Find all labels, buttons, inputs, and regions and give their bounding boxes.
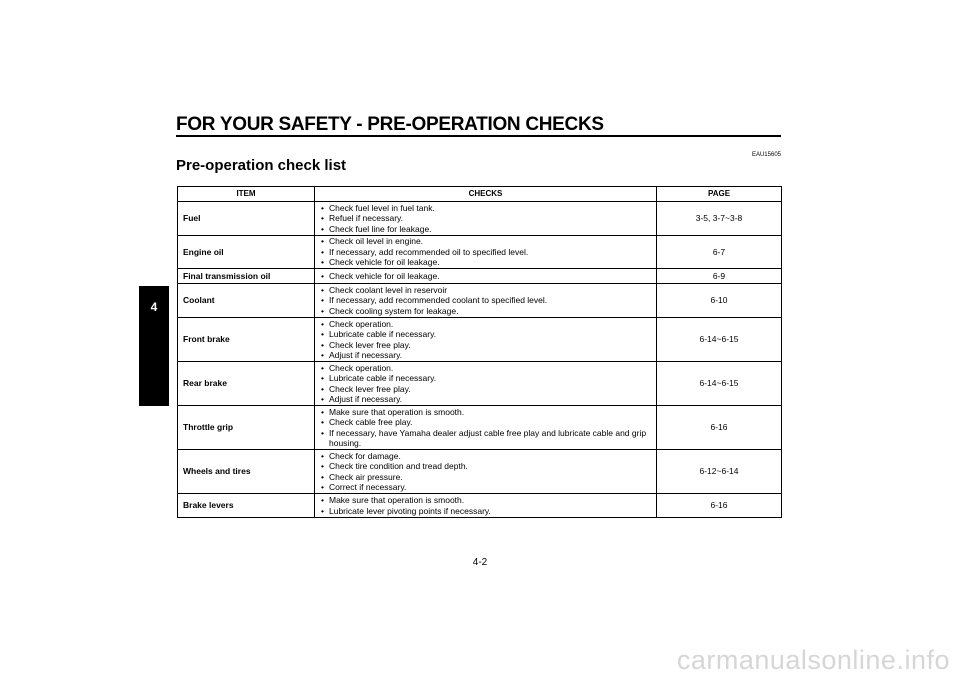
table-row xyxy=(178,202,782,236)
check-entry: • Check oil level in engine. xyxy=(320,236,651,246)
column-header-checks: CHECKS xyxy=(315,187,657,202)
table-row xyxy=(178,406,782,450)
chapter-tab xyxy=(139,286,169,406)
row-item: Coolant xyxy=(178,284,315,318)
row-item: Engine oil xyxy=(178,236,315,269)
check-entry: • Lubricate cable if necessary. xyxy=(320,373,651,383)
check-entry: • Check coolant level in reservoir xyxy=(320,285,651,295)
check-entry: • Check vehicle for oil leakage. xyxy=(320,257,651,267)
column-header-item: ITEM xyxy=(178,187,315,202)
row-page: 6-7 xyxy=(657,236,782,269)
row-checks xyxy=(315,494,657,518)
pre-operation-check-table xyxy=(177,186,782,518)
check-entry: • Correct if necessary. xyxy=(320,482,651,492)
row-page: 6-9 xyxy=(657,269,782,284)
check-entry: • Adjust if necessary. xyxy=(320,350,651,360)
check-entry: • Check fuel line for leakage. xyxy=(320,224,651,234)
check-entry: • Refuel if necessary. xyxy=(320,213,651,223)
row-checks xyxy=(315,269,657,284)
check-entry: • Check cable free play. xyxy=(320,417,651,427)
header-rule xyxy=(176,135,781,137)
check-entry: • Check operation. xyxy=(320,319,651,329)
table-row xyxy=(178,318,782,362)
check-entry: • Check operation. xyxy=(320,363,651,373)
check-entry: • If necessary, add recommended oil to specified level. xyxy=(320,247,651,257)
row-item: Front brake xyxy=(178,318,315,362)
row-item: Throttle grip xyxy=(178,406,315,450)
table-row xyxy=(178,362,782,406)
check-entry: • Check for damage. xyxy=(320,451,651,461)
row-page: 6-12~6-14 xyxy=(657,450,782,494)
chapter-number: 4 xyxy=(150,300,158,314)
row-item: Wheels and tires xyxy=(178,450,315,494)
table-row xyxy=(178,269,782,284)
row-item: Rear brake xyxy=(178,362,315,406)
row-checks xyxy=(315,406,657,450)
check-entry: • Make sure that operation is smooth. xyxy=(320,407,651,417)
row-item: Fuel xyxy=(178,202,315,236)
check-entry: • If necessary, add recommended coolant to specified level. xyxy=(320,295,651,305)
page-header-title: FOR YOUR SAFETY - PRE-OPERATION CHECKS xyxy=(176,114,604,135)
check-entry: • Check tire condition and tread depth. xyxy=(320,461,651,471)
table-row xyxy=(178,284,782,318)
check-entry: • Check lever free play. xyxy=(320,340,651,350)
table-row xyxy=(178,450,782,494)
check-entry: • Check air pressure. xyxy=(320,472,651,482)
check-entry: • Check vehicle for oil leakage. xyxy=(320,271,651,281)
page-number: 4-2 xyxy=(472,557,488,568)
check-entry: • Check lever free play. xyxy=(320,384,651,394)
check-entry: • Adjust if necessary. xyxy=(320,394,651,404)
check-entry: • Make sure that operation is smooth. xyxy=(320,495,651,505)
row-page: 6-14~6-15 xyxy=(657,362,782,406)
row-page: 6-10 xyxy=(657,284,782,318)
table-header-row xyxy=(178,187,782,202)
row-checks xyxy=(315,318,657,362)
row-page: 3-5, 3-7~3-8 xyxy=(657,202,782,236)
row-page: 6-16 xyxy=(657,494,782,518)
check-entry: • Lubricate cable if necessary. xyxy=(320,329,651,339)
row-checks xyxy=(315,236,657,269)
table-row xyxy=(178,236,782,269)
row-checks xyxy=(315,202,657,236)
row-checks xyxy=(315,450,657,494)
check-entry: • Lubricate lever pivoting points if necessary. xyxy=(320,506,651,516)
row-item: Final transmission oil xyxy=(178,269,315,284)
column-header-page: PAGE xyxy=(657,187,782,202)
row-page: 6-14~6-15 xyxy=(657,318,782,362)
row-item: Brake levers xyxy=(178,494,315,518)
section-title: Pre-operation check list xyxy=(176,157,347,174)
check-entry: • Check fuel level in fuel tank. xyxy=(320,203,651,213)
check-entry: • Check cooling system for leakage. xyxy=(320,306,651,316)
table-row xyxy=(178,494,782,518)
row-checks xyxy=(315,284,657,318)
watermark: carmanualsonline.info xyxy=(676,645,950,675)
row-checks xyxy=(315,362,657,406)
check-entry: • If necessary, have Yamaha dealer adjust cable free play and lubricate cable and grip housing. xyxy=(320,428,651,449)
document-code: EAU15605 xyxy=(751,152,781,158)
row-page: 6-16 xyxy=(657,406,782,450)
